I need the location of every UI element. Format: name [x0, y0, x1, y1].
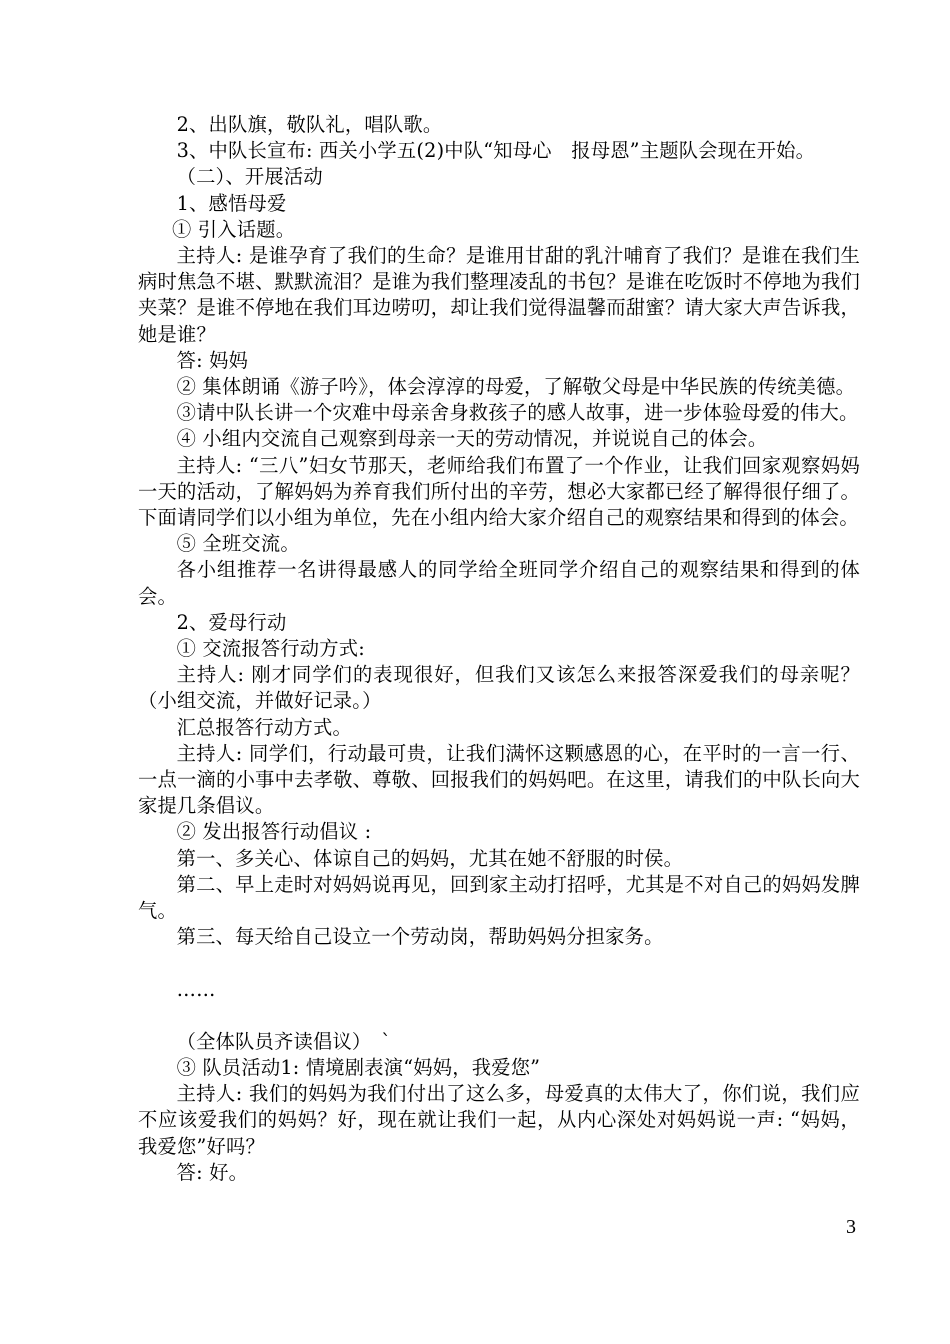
- step-group-exchange: ④ 小组内交流自己观察到母亲一天的劳动情况，并说说自己的体会。: [176, 427, 768, 451]
- answer-1: 答: 妈妈: [176, 348, 249, 372]
- proposal-3: 第三、每天给自己设立一个劳动岗，帮助妈妈分担家务。: [176, 925, 664, 949]
- host-speech-4: 主持人: 同学们，行动最可贵，让我们满怀这颗感恩的心，在平时的一言一行、一点一滴的小事中去孝敬、尊敬、回报我们的妈妈吧。在这里，请我们的中队长向大家提几条倡议。: [138, 741, 860, 818]
- subheading-feel-mother-love: 1、感悟母爱: [176, 191, 287, 215]
- step-proposal: ② 发出报答行动倡议 :: [176, 820, 372, 844]
- step-recite-poem: ② 集体朗诵《游子吟》，体会淳淳的母爱，了解敬父母是中华民族的传统美德。: [176, 375, 856, 399]
- summary-ways: 汇总报答行动方式。: [176, 715, 352, 739]
- host-speech-3: 主持人: 刚才同学们的表现很好，但我们又该怎么来报答深爱我们的母亲呢？（小组交流，并做好记录。）: [138, 663, 860, 713]
- paragraph-2: 3、中队长宣布: 西关小学五(2)中队“知母心 报母恩”主题队会现在开始。: [176, 139, 816, 163]
- section-heading-activities: （二）、开展活动: [176, 165, 323, 189]
- answer-2: 答: 好。: [176, 1160, 249, 1184]
- proposal-1: 第一、多关心、体谅自己的妈妈，尤其在她不舒服的时侯。: [176, 846, 684, 870]
- step-class-exchange: ⑤ 全班交流。: [176, 532, 300, 556]
- step-introduce-topic: ① 引入话题。: [172, 217, 296, 241]
- read-proposal-note: （全体队员齐读倡议） `: [176, 1029, 392, 1053]
- step-skit: ③ 队员活动1: 情境剧表演“妈妈，我爱您”: [176, 1055, 541, 1079]
- step-exchange-ways: ① 交流报答行动方式:: [176, 637, 365, 661]
- page-number: 3: [846, 1216, 856, 1238]
- document-body: [138, 112, 860, 1186]
- group-recommend: 各小组推荐一名讲得最感人的同学给全班同学介绍自己的观察结果和得到的体会。: [138, 558, 860, 608]
- ellipsis: ……: [176, 977, 216, 1001]
- step-story: ③请中队长讲一个灾难中母亲舍身救孩子的感人故事，进一步体验母爱的伟大。: [176, 401, 859, 425]
- host-speech-2: 主持人: “三八”妇女节那天，老师给我们布置了一个作业，让我们回家观察妈妈一天的活动，了解妈妈为养育我们所付出的辛劳，想必大家都已经了解得很仔细了。下面请同学们以小组为单位，先在小组内给大家介绍自己的观察结果和得到的体会。: [138, 453, 860, 530]
- host-speech-1: 主持人: 是谁孕育了我们的生命？是谁用甘甜的乳汁哺育了我们？是谁在我们生病时焦急不堪、默默流泪？是谁为我们整理凌乱的书包？是谁在吃饭时不停地为我们夹菜？是谁不停地在我们耳边唠叨，却让我们觉得温馨而甜蜜？请大家大声告诉我，她是谁？: [138, 244, 860, 346]
- host-speech-5: 主持人: 我们的妈妈为我们付出了这么多，母爱真的太伟大了，你们说，我们应不应该爱我们的妈妈？好，现在就让我们一起，从内心深处对妈妈说一声: “妈妈，我爱您”好吗？: [138, 1082, 860, 1158]
- paragraph-1: 2、出队旗，敬队礼，唱队歌。: [176, 113, 443, 136]
- proposal-2: 第二、早上走时对妈妈说再见，回到家主动打招呼，尤其是不对自己的妈妈发脾气。: [138, 872, 860, 923]
- subheading-love-mother-action: 2、爱母行动: [176, 610, 287, 634]
